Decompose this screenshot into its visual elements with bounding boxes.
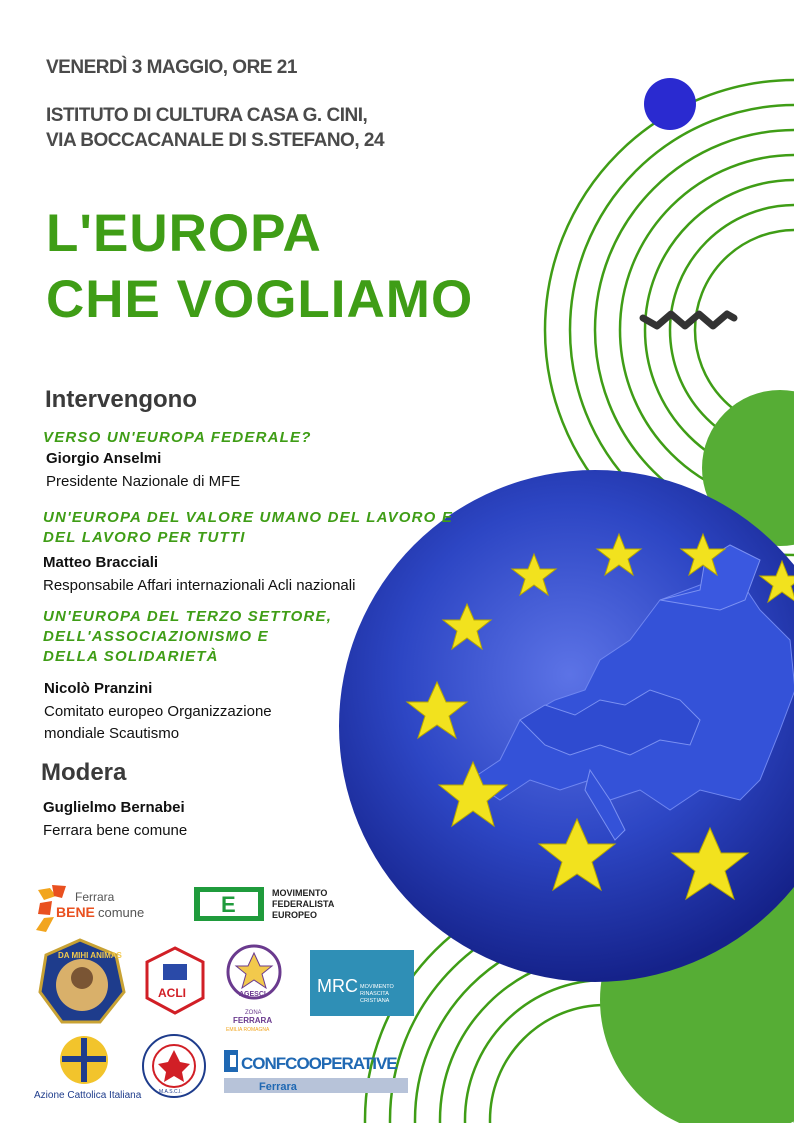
azione-cattolica-logo — [34, 1036, 142, 1101]
svg-text:MOVIMENTO: MOVIMENTO — [360, 984, 394, 990]
svg-text:comune: comune — [98, 905, 145, 920]
event-venue-line1: ISTITUTO DI CULTURA CASA G. CINI, — [46, 105, 368, 126]
svg-text:BENE: BENE — [56, 904, 95, 920]
masci-logo — [143, 1035, 205, 1097]
agesci-logo — [226, 946, 280, 1033]
svg-text:Ferrara: Ferrara — [75, 890, 115, 904]
moderator-name: Guglielmo Bernabei — [43, 799, 185, 816]
svg-text:CONFCOOPERATIVE: CONFCOOPERATIVE — [241, 1054, 397, 1073]
mrc-logo — [310, 950, 414, 1016]
svg-text:FEDERALISTA: FEDERALISTA — [272, 899, 335, 909]
moderator-role: Ferrara bene comune — [43, 822, 188, 839]
talk-2-topic-line1: UN'EUROPA DEL VALORE UMANO DEL LAVORO E — [43, 509, 454, 526]
svg-text:Azione Cattolica Italiana: Azione Cattolica Italiana — [34, 1090, 142, 1101]
blue-dot — [644, 78, 696, 130]
svg-text:Ferrara: Ferrara — [259, 1081, 297, 1093]
acli-logo — [147, 948, 203, 1013]
svg-text:MOVIMENTO: MOVIMENTO — [272, 888, 328, 898]
confcooperative-logo — [224, 1050, 408, 1093]
svg-text:AGESCI: AGESCI — [239, 991, 266, 998]
don-bosco-logo — [40, 940, 124, 1022]
svg-text:DA MIHI ANIMAS: DA MIHI ANIMAS — [58, 951, 122, 960]
mfe-logo — [194, 887, 335, 921]
talk-2-speaker-role: Responsabile Affari internazionali Acli nazionali — [43, 577, 356, 594]
talk-3-speaker-role-line2: mondiale Scautismo — [44, 725, 180, 742]
svg-text:FERRARA: FERRARA — [233, 1016, 273, 1025]
talk-3-speaker-role-line1: Comitato europeo Organizzazione — [44, 703, 272, 720]
event-venue-line2: VIA BOCCACANALE DI S.STEFANO, 24 — [46, 130, 385, 151]
svg-text:ZONA: ZONA — [245, 1010, 262, 1016]
ferrara-bene-comune-logo — [36, 885, 144, 932]
svg-text:ACLI: ACLI — [158, 986, 186, 1000]
talk-3-topic-line2: DELL'ASSOCIAZIONISMO E — [43, 628, 269, 645]
talk-2-topic-line2: DEL LAVORO PER TUTTI — [43, 529, 246, 546]
talk-1-speaker-name: Giorgio Anselmi — [46, 450, 162, 467]
svg-text:E: E — [221, 892, 236, 917]
speakers-heading: Intervengono — [45, 386, 198, 413]
title-line1: L'EUROPA — [46, 204, 322, 263]
title-line2: CHE VOGLIAMO — [46, 270, 474, 329]
svg-text:MRC: MRC — [317, 976, 358, 996]
svg-text:CRISTIANA: CRISTIANA — [360, 998, 390, 1004]
talk-1-topic: VERSO UN'EUROPA FEDERALE? — [43, 429, 312, 446]
talk-2-speaker-name: Matteo Bracciali — [43, 554, 159, 571]
talk-3-speaker-name: Nicolò Pranzini — [44, 680, 153, 697]
svg-text:M.A.S.C.I.: M.A.S.C.I. — [159, 1089, 182, 1095]
svg-text:EUROPEO: EUROPEO — [272, 910, 318, 920]
talk-1-speaker-role: Presidente Nazionale di MFE — [46, 473, 241, 490]
moderator-heading: Modera — [41, 759, 127, 786]
europe-globe — [339, 470, 794, 982]
talk-3-topic-line3: DELLA SOLIDARIETÀ — [43, 648, 219, 665]
svg-text:RINASCITA: RINASCITA — [360, 991, 389, 997]
svg-text:EMILIA ROMAGNA: EMILIA ROMAGNA — [226, 1027, 270, 1033]
talk-3-topic-line1: UN'EUROPA DEL TERZO SETTORE, — [43, 608, 333, 625]
zigzag-shape — [643, 314, 734, 326]
event-date-time: VENERDÌ 3 MAGGIO, ORE 21 — [46, 57, 297, 78]
